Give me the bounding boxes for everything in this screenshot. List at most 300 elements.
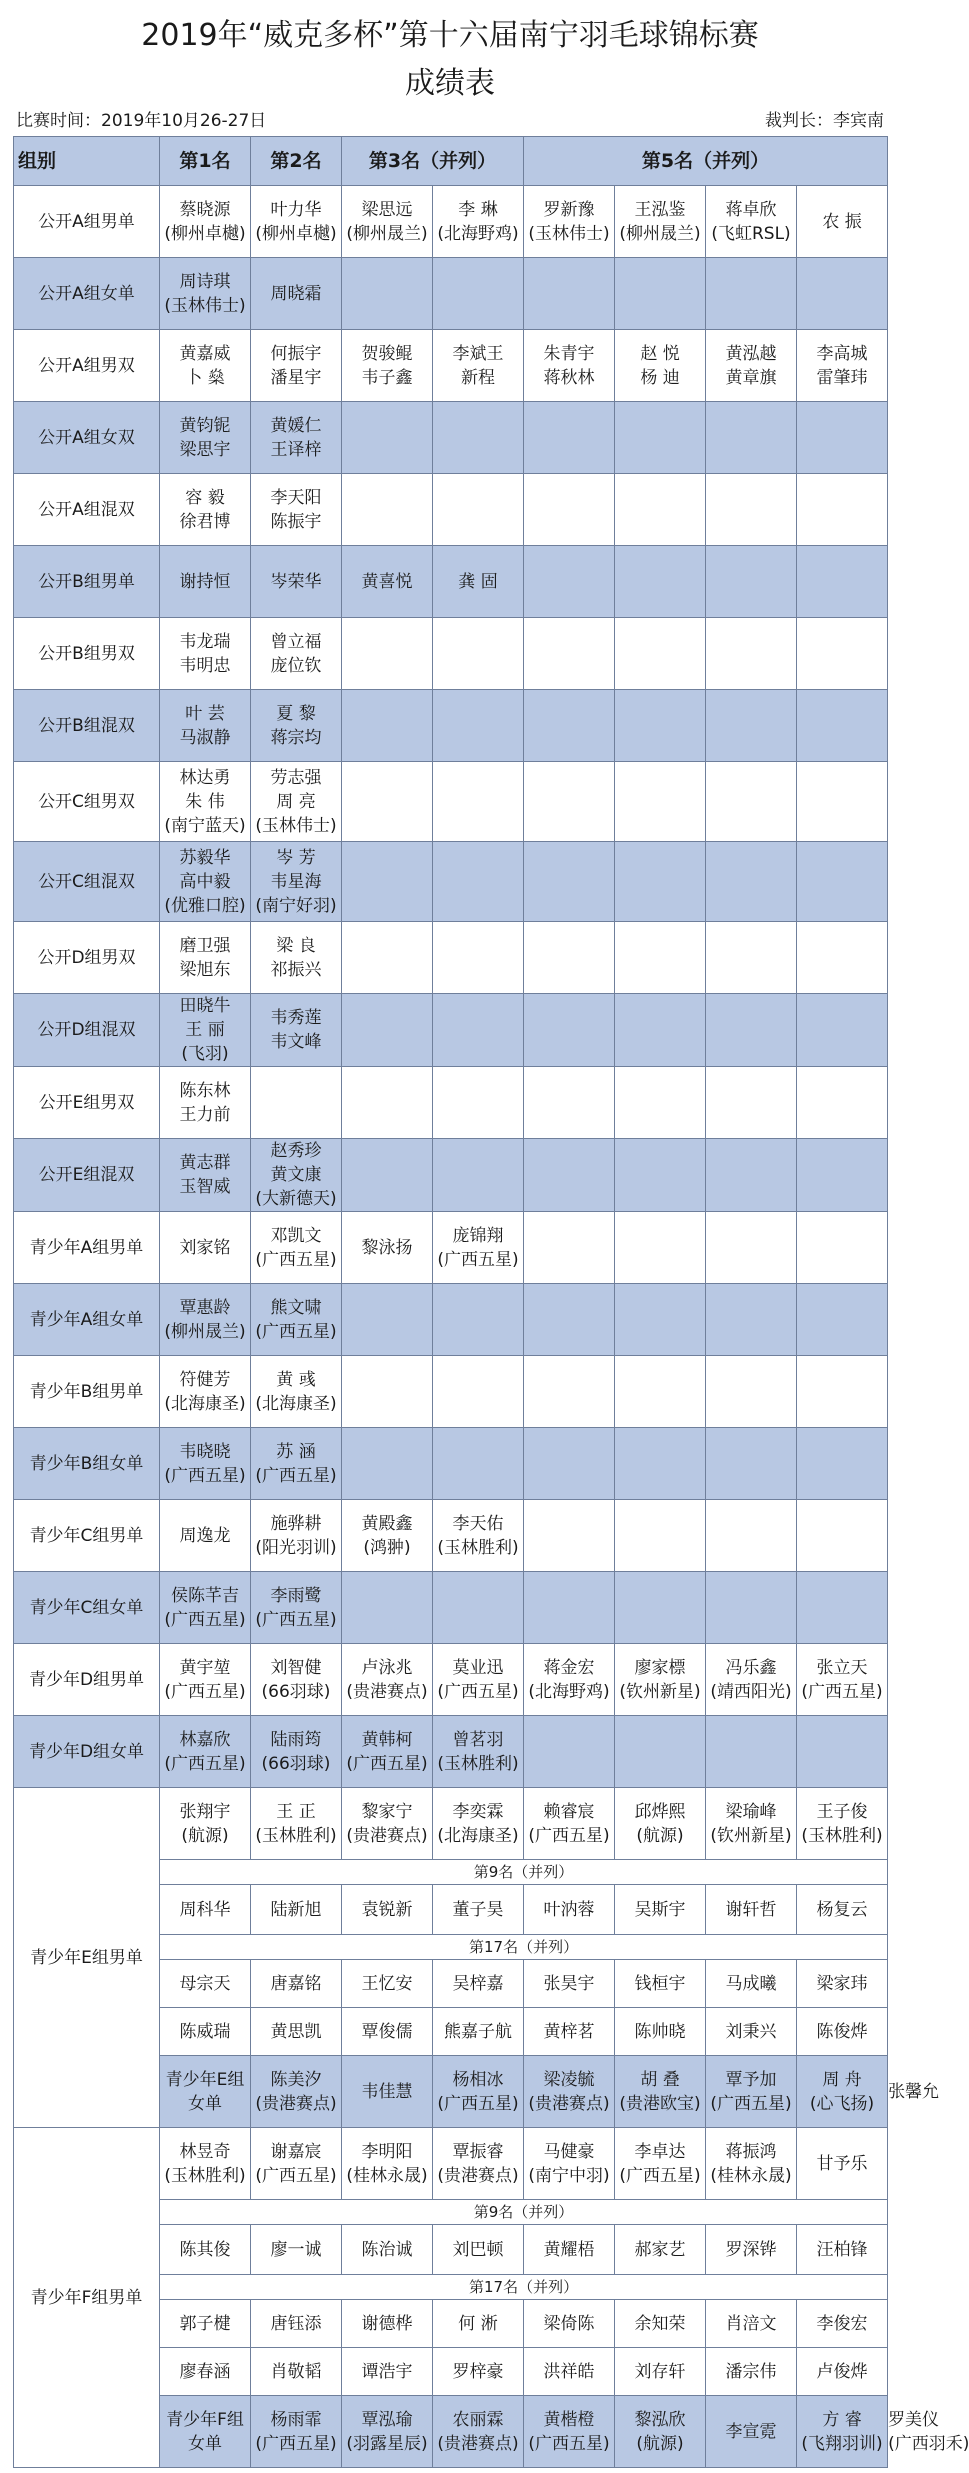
header-first: 第1名 (160, 137, 251, 186)
result-cell (433, 2348, 524, 2396)
result-cell (524, 1572, 615, 1644)
result-cell (160, 1788, 251, 1860)
player-line: 郝家艺 (634, 2239, 686, 2260)
player-line: 梁旭东 (179, 959, 231, 980)
player-line: 谢持恒 (179, 571, 231, 592)
player-line: 汪柏锋 (816, 2239, 868, 2260)
group-name: 公开A组女单 (14, 258, 160, 330)
player-line: 李宣霓 (725, 2421, 777, 2442)
player-line: 周科华 (179, 1899, 231, 1920)
result-cell (251, 1067, 342, 1139)
result-cell (706, 1960, 797, 2008)
result-cell (251, 1356, 342, 1428)
player-line: (广西五星) (164, 1753, 246, 1774)
player-line: 刘秉兴 (725, 2021, 777, 2042)
result-cell (615, 922, 706, 994)
player-line: 周 舟 (822, 2069, 862, 2090)
result-cell (160, 1356, 251, 1428)
result-cell (160, 762, 251, 842)
result-cell (342, 1885, 433, 1935)
result-cell (524, 618, 615, 690)
player-line: (桂林永晟) (710, 2165, 792, 2186)
result-cell (342, 474, 433, 546)
result-cell (342, 1212, 433, 1284)
result-cell (706, 1500, 797, 1572)
result-cell (433, 1788, 524, 1860)
player-line: 赵秀珍 (270, 1141, 322, 1161)
result-cell (251, 618, 342, 690)
player-line: 覃惠龄 (179, 1297, 231, 1318)
player-line: 陈治诚 (361, 2239, 413, 2260)
result-cell (615, 1716, 706, 1788)
player-line: 黄钧铌 (179, 415, 231, 436)
result-cell (524, 2056, 615, 2128)
player-line: 廖一诚 (270, 2239, 322, 2260)
result-cell (706, 2300, 797, 2348)
player-line: 李高城 (816, 343, 868, 364)
player-line: 梁思远 (361, 199, 413, 220)
result-cell (615, 2056, 706, 2128)
result-cell (524, 474, 615, 546)
result-cell (524, 690, 615, 762)
result-cell (160, 330, 251, 402)
player-line: 高中毅 (179, 871, 231, 892)
result-cell (797, 2225, 888, 2275)
player-line: (柳州卓樾) (255, 223, 337, 244)
result-cell (524, 1716, 615, 1788)
player-line: 梁思宇 (179, 439, 231, 460)
player-line: 朱青宇 (543, 343, 595, 364)
player-line: 朱 伟 (185, 791, 225, 812)
player-line: 陆雨筠 (270, 1729, 322, 1750)
player-line: 谢轩哲 (725, 1899, 777, 1920)
player-line: 韦佳慧 (361, 2081, 413, 2102)
result-cell (524, 994, 615, 1067)
player-line: (广西五星) (437, 2093, 519, 2114)
group-name: 公开B组男双 (14, 618, 160, 690)
result-cell (706, 1885, 797, 1935)
player-line: 苏毅华 (179, 847, 231, 868)
page-subtitle: 成绩表 (405, 66, 495, 101)
result-cell (706, 330, 797, 402)
table-row (14, 1572, 888, 1644)
table-row (14, 546, 888, 618)
player-line: 林嘉欣 (179, 1729, 231, 1750)
result-cell (524, 1067, 615, 1139)
result-cell (706, 474, 797, 546)
result-cell (342, 1139, 433, 1212)
result-cell (342, 618, 433, 690)
group-name: 青少年D组女单 (14, 1716, 160, 1788)
group-name: 青少年E组女单 (160, 2056, 251, 2128)
player-line: 岑荣华 (270, 571, 322, 592)
player-line: 符健芳 (179, 1369, 231, 1390)
player-line: (心飞扬) (809, 2093, 875, 2114)
result-cell (433, 842, 524, 922)
result-cell (706, 618, 797, 690)
result-cell (615, 330, 706, 402)
player-line: 陈帅晓 (634, 2021, 686, 2042)
group-name: 青少年B组女单 (14, 1428, 160, 1500)
player-line: 陈威瑞 (179, 2021, 231, 2042)
result-cell (160, 922, 251, 994)
player-line: 新程 (461, 367, 495, 388)
player-line: 钱桓宇 (634, 1973, 686, 1994)
player-line: 韦星海 (270, 871, 322, 892)
player-line: 谢德桦 (361, 2313, 413, 2334)
player-line: 邱烨熙 (634, 1801, 686, 1822)
player-line: 邓凯文 (270, 1225, 322, 1246)
result-cell (342, 1716, 433, 1788)
player-line: 黄志群 (179, 1153, 231, 1173)
player-line: (玉林胜利) (437, 1753, 519, 1774)
player-line: 黎泓欣 (634, 2409, 686, 2430)
result-cell (160, 186, 251, 258)
player-line: (柳州卓樾) (164, 223, 246, 244)
result-cell (797, 1960, 888, 2008)
player-line: 卢俊烨 (816, 2361, 868, 2382)
result-cell (160, 2300, 251, 2348)
player-line: 唐嘉铭 (270, 1973, 322, 1994)
result-cell (433, 1139, 524, 1212)
result-cell (433, 2056, 524, 2128)
player-line: 蒋振鸿 (725, 2141, 777, 2162)
result-cell (433, 1067, 524, 1139)
player-line: (广西五星) (619, 2165, 701, 2186)
header-fifth: 第5名（并列） (524, 137, 888, 186)
player-line: (广西五星) (255, 2165, 337, 2186)
result-cell (524, 1788, 615, 1860)
player-line: 马淑静 (179, 727, 231, 748)
result-cell (160, 1644, 251, 1716)
result-cell (615, 1572, 706, 1644)
player-line: 潘宗伟 (725, 2361, 777, 2382)
result-cell (160, 2225, 251, 2275)
group-name: 公开C组男双 (14, 762, 160, 842)
result-cell (797, 1885, 888, 1935)
result-cell (160, 690, 251, 762)
result-cell (797, 1139, 888, 1212)
result-cell (615, 474, 706, 546)
result-cell (433, 2300, 524, 2348)
result-cell (524, 2396, 615, 2468)
player-line: 覃振睿 (452, 2141, 504, 2162)
player-line: 黄嘉威 (179, 343, 231, 364)
player-line: (广西五星) (255, 1321, 337, 1342)
player-line: 李卓达 (634, 2141, 686, 2162)
result-cell (797, 994, 888, 1067)
result-cell (797, 690, 888, 762)
result-cell (251, 922, 342, 994)
player-line: 玉智威 (179, 1177, 231, 1197)
result-cell (706, 258, 797, 330)
result-cell (342, 762, 433, 842)
result-cell (797, 330, 888, 402)
result-cell (342, 1572, 433, 1644)
result-cell (160, 2128, 251, 2200)
table-row (14, 1139, 888, 1212)
player-line: 韦龙瑞 (179, 631, 231, 652)
result-cell (706, 1572, 797, 1644)
player-line: (贵港赛点) (437, 2165, 519, 2186)
player-line: (柳州晟兰) (619, 223, 701, 244)
result-cell (251, 2128, 342, 2200)
result-cell (524, 2300, 615, 2348)
player-line: 董子昊 (452, 1899, 504, 1920)
player-line: 蒋金宏 (543, 1657, 595, 1678)
result-cell (797, 2300, 888, 2348)
result-cell (342, 1428, 433, 1500)
player-line: 黎泳扬 (361, 1237, 413, 1258)
result-cell (251, 1716, 342, 1788)
result-cell (706, 2056, 797, 2128)
result-cell (251, 186, 342, 258)
player-line: (广西五星) (164, 1681, 246, 1702)
player-line: 蒋宗均 (270, 727, 322, 748)
table-row (14, 1716, 888, 1788)
result-cell (342, 842, 433, 922)
player-line: 黄泓越 (725, 343, 777, 364)
table-row (14, 1428, 888, 1500)
result-cell (433, 2396, 524, 2468)
result-cell (160, 1284, 251, 1356)
result-cell (615, 2128, 706, 2200)
result-cell (524, 1500, 615, 1572)
player-line: 赵 悦 (640, 343, 680, 364)
result-cell (615, 1356, 706, 1428)
result-cell (615, 2300, 706, 2348)
player-line: 唐钰添 (270, 2313, 322, 2334)
result-cell (342, 1067, 433, 1139)
result-cell (615, 186, 706, 258)
header-third: 第3名（并列） (342, 137, 524, 186)
player-line: 李明阳 (361, 2141, 413, 2162)
result-cell (615, 402, 706, 474)
player-line: (广西五星) (801, 1681, 883, 1702)
player-line: 梁倚陈 (543, 2313, 595, 2334)
player-line: 卢泳兆 (361, 1657, 413, 1678)
group-name: 公开D组混双 (14, 994, 160, 1067)
player-line: 肖涪文 (725, 2313, 777, 2334)
player-line: 蔡晓源 (179, 199, 231, 220)
result-cell (342, 2225, 433, 2275)
player-line: 梁 良 (276, 935, 316, 956)
result-cell (797, 258, 888, 330)
placement-label: 第17名（并列） (160, 2275, 888, 2300)
player-line: 祁振兴 (270, 959, 322, 980)
result-cell (433, 762, 524, 842)
result-cell (524, 1644, 615, 1716)
result-cell (160, 1212, 251, 1284)
group-name: 公开D组男双 (14, 922, 160, 994)
player-line: (玉林伟士) (255, 815, 337, 836)
group-name: 青少年C组女单 (14, 1572, 160, 1644)
result-cell (342, 2008, 433, 2056)
player-line: 黄文康 (270, 1165, 322, 1185)
player-line: 马健豪 (543, 2141, 595, 2162)
result-cell (342, 2300, 433, 2348)
result-cell (342, 1960, 433, 2008)
player-line: 杨复云 (816, 1899, 868, 1920)
result-cell (433, 922, 524, 994)
result-cell (433, 2008, 524, 2056)
player-line: 李天阳 (270, 487, 322, 508)
result-cell (615, 546, 706, 618)
result-cell (433, 2225, 524, 2275)
player-line: 陈振宇 (270, 511, 322, 532)
result-cell (160, 1139, 251, 1212)
table-row (14, 1644, 888, 1716)
result-cell (160, 1428, 251, 1500)
result-cell (524, 258, 615, 330)
player-line: (玉林胜利) (801, 1825, 883, 1846)
player-line: (航源) (636, 1825, 684, 1846)
player-line: 韦明忠 (179, 655, 231, 676)
result-cell (615, 1428, 706, 1500)
player-line: 王 丽 (185, 1020, 225, 1040)
result-cell (524, 2008, 615, 2056)
result-cell (342, 258, 433, 330)
result-cell (342, 2348, 433, 2396)
player-line: 刘存轩 (634, 2361, 686, 2382)
player-line: (南宁好羽) (255, 895, 337, 916)
player-line: (贵港赛点) (346, 1681, 428, 1702)
result-cell (615, 1960, 706, 2008)
table-row (14, 1067, 888, 1139)
group-name: 公开A组男双 (14, 330, 160, 402)
result-cell (615, 2396, 706, 2468)
result-cell (706, 994, 797, 1067)
result-cell (251, 842, 342, 922)
result-cell (160, 842, 251, 922)
result-cell (706, 762, 797, 842)
result-cell (797, 1284, 888, 1356)
result-cell (706, 2396, 797, 2468)
result-cell (797, 1788, 888, 1860)
result-cell (524, 1212, 615, 1284)
result-cell (342, 1788, 433, 1860)
result-cell (160, 2348, 251, 2396)
player-line: (贵港赛点) (528, 2093, 610, 2114)
player-line: 周晓霜 (270, 283, 322, 304)
player-line: (玉林胜利) (437, 1537, 519, 1558)
result-cell (706, 2225, 797, 2275)
group-name: 青少年C组男单 (14, 1500, 160, 1572)
player-line: (阳光羽训) (255, 1537, 337, 1558)
result-cell (433, 474, 524, 546)
result-cell (797, 2008, 888, 2056)
player-line: 黄楷橙 (543, 2409, 595, 2430)
player-line: 侯陈芊吉 (171, 1585, 239, 1606)
player-line: 庞锦翔 (452, 1225, 504, 1246)
player-line: 方 睿 (822, 2409, 862, 2430)
table-row (14, 1284, 888, 1356)
player-line: (北海野鸡) (528, 1681, 610, 1702)
result-cell (797, 474, 888, 546)
result-cell (160, 1885, 251, 1935)
result-cell (615, 1139, 706, 1212)
player-line: 卜 燊 (185, 367, 225, 388)
player-line: 韦文峰 (270, 1032, 322, 1052)
player-line: 王子俊 (816, 1801, 868, 1822)
table-row: 青少年F组女单 杨雨霏 (广西五星) 覃泓瑜 (羽露星辰) 农丽霖 (贵港赛点) 黄楷橙 (广西五星) 黎泓欣 (航源) 李宣霓 方 睿 (飞翔羽训) 罗美仪 (广西羽禾) (14, 2396, 888, 2468)
result-cell (433, 1284, 524, 1356)
result-cell (433, 618, 524, 690)
player-line: 夏 黎 (276, 703, 316, 724)
player-line: 黄梓茗 (543, 2021, 595, 2042)
player-line: (钦州新星) (710, 1825, 792, 1846)
result-cell (706, 1788, 797, 1860)
result-cell (342, 1644, 433, 1716)
result-cell (251, 762, 342, 842)
group-name: 公开B组男单 (14, 546, 160, 618)
result-cell (706, 2348, 797, 2396)
player-line: 母宗天 (179, 1973, 231, 1994)
player-line: (飞羽) (181, 1044, 229, 1064)
player-line: 周逸龙 (179, 1525, 231, 1546)
result-cell (797, 1356, 888, 1428)
table-row (14, 1212, 888, 1284)
result-cell (160, 258, 251, 330)
result-cell (797, 842, 888, 922)
player-line: 覃泓瑜 (361, 2409, 413, 2430)
result-cell (706, 1428, 797, 1500)
player-line: 黄喜悦 (361, 571, 413, 592)
player-line: (航源) (181, 1825, 229, 1846)
player-line: 廖春涵 (179, 2361, 231, 2382)
result-cell (433, 994, 524, 1067)
player-line: 李奕霖 (452, 1801, 504, 1822)
player-line: (贵港欧宝) (619, 2093, 701, 2114)
player-line: 磨卫强 (179, 935, 231, 956)
result-cell (433, 546, 524, 618)
player-line: 徐君博 (179, 511, 231, 532)
table-row (14, 922, 888, 994)
table-row (14, 474, 888, 546)
player-line: 王泓鉴 (634, 199, 686, 220)
result-cell (797, 1500, 888, 1572)
result-cell (433, 186, 524, 258)
player-line: 张立天 (816, 1657, 868, 1678)
player-line: 吴梓嘉 (452, 1973, 504, 1994)
result-cell (706, 1716, 797, 1788)
player-line: (广西五星) (164, 1609, 246, 1630)
table-row (14, 1356, 888, 1428)
result-cell (342, 2128, 433, 2200)
player-line: 黄思凯 (270, 2021, 322, 2042)
result-cell (251, 402, 342, 474)
player-line: (贵港赛点) (255, 2093, 337, 2114)
result-cell (524, 842, 615, 922)
player-line: 刘智健 (270, 1657, 322, 1678)
player-line: (靖西阳光) (710, 1681, 792, 1702)
result-cell (615, 1788, 706, 1860)
placement-label: 第9名（并列） (160, 1860, 888, 1885)
result-cell (524, 1356, 615, 1428)
result-cell (251, 2348, 342, 2396)
result-cell (797, 2348, 888, 2396)
player-line: 何 淅 (458, 2313, 498, 2334)
table-row (14, 762, 888, 842)
result-cell (160, 994, 251, 1067)
table-row (14, 994, 888, 1067)
result-cell (524, 2348, 615, 2396)
result-cell (251, 994, 342, 1067)
group-name: 青少年E组男单 (14, 1788, 160, 2128)
result-cell (160, 1067, 251, 1139)
player-line: (北海康圣) (255, 1393, 337, 1414)
player-line: 覃予加 (725, 2069, 777, 2090)
